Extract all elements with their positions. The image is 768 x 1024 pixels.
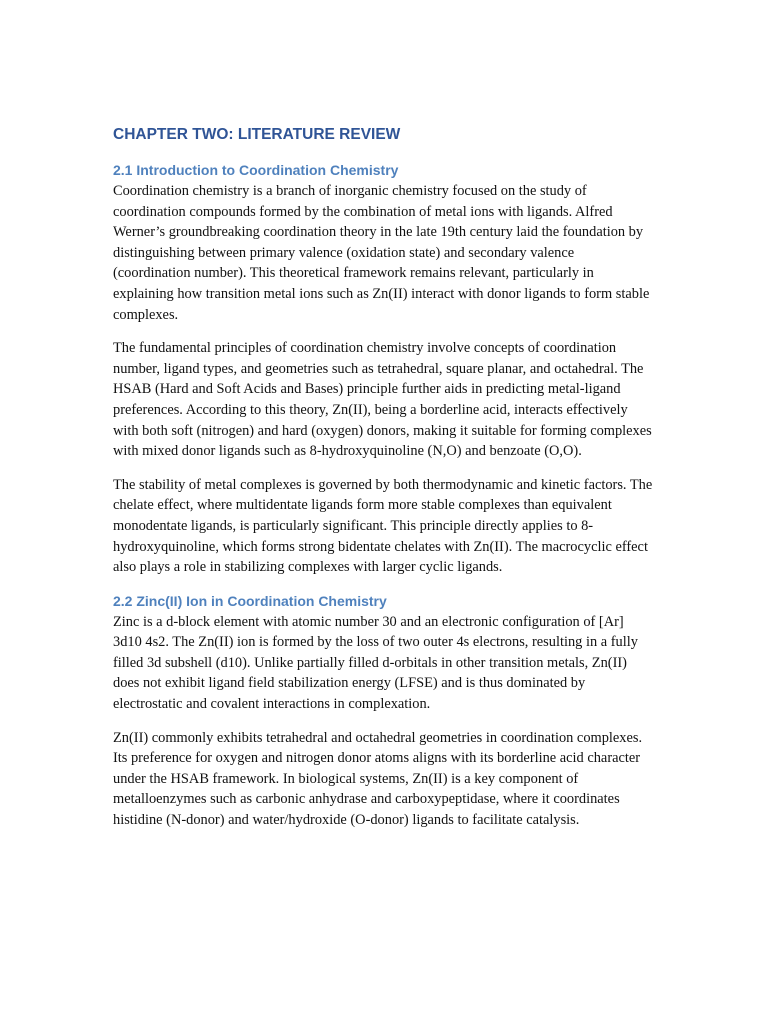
section-heading: 2.2 Zinc(II) Ion in Coordination Chemistry: [113, 592, 387, 609]
paragraph: The stability of metal complexes is governed by both thermodynamic and kinetic factors. The chelate effect, where multidentate ligands form more stable complexes than equivalent monodentate ligands, is particularly significant. This principle directly applies to 8-hydroxyquinoline, which forms strong bidentate chelates with Zn(II). The macrocyclic effect also plays a role in stabilizing complexes with larger cyclic ligands.: [113, 476, 653, 576]
document-page: [113, 124, 653, 844]
section-2-1: [113, 160, 653, 578]
paragraph: Zinc is a d-block element with atomic number 30 and an electronic configuration of [Ar] 3d10 4s2. The Zn(II) ion is formed by the loss of two outer 4s electrons, resulting in a fully filled 3d subshell (d10). Unlike partially filled d-orbitals in other transition metals, Zn(II) does not exhibit ligand field stabilization energy (LFSE) and is thus dominated by electrostatic and covalent interactions in complexation.: [113, 613, 638, 713]
paragraph: Coordination chemistry is a branch of inorganic chemistry focused on the study of coordination compounds formed by the combination of metal ions with ligands. Alfred Werner’s groundbreaking coordination theory in the late 19th century laid the foundation by distinguishing between primary valence (oxidation state) and secondary valence (coordination number). This theoretical framework remains relevant, particularly in explaining how transition metal ions such as Zn(II) interact with donor ligands to form stable complexes.: [113, 183, 650, 323]
section-heading: 2.1 Introduction to Coordination Chemistry: [113, 162, 399, 178]
section-2-2: [113, 591, 653, 831]
paragraph: Zn(II) commonly exhibits tetrahedral and octahedral geometries in coordination complexes. Its preference for oxygen and nitrogen donor atoms aligns with its borderline acid character under the HSAB framework. In biological systems, Zn(II) is a key component of metalloenzymes such as carbonic anhydrase and carboxypeptidase, where it coordinates histidine (N-donor) and water/hydroxide (O-donor) ligands to facilitate catalysis.: [113, 729, 643, 829]
paragraph: The fundamental principles of coordination chemistry involve concepts of coordination number, ligand types, and geometries such as tetrahedral, square planar, and octahedral. The HSAB (Hard and Soft Acids and Bases) principle further aids in predicting metal-ligand preferences. According to this theory, Zn(II), being a borderline acid, interacts effectively with both soft (nitrogen) and hard (oxygen) donors, making it suitable for forming complexes with mixed donor ligands such as 8-hydroxyquinoline (N,O) and benzoate (O,O).: [113, 340, 652, 460]
chapter-title: CHAPTER TWO: LITERATURE REVIEW: [113, 126, 401, 143]
